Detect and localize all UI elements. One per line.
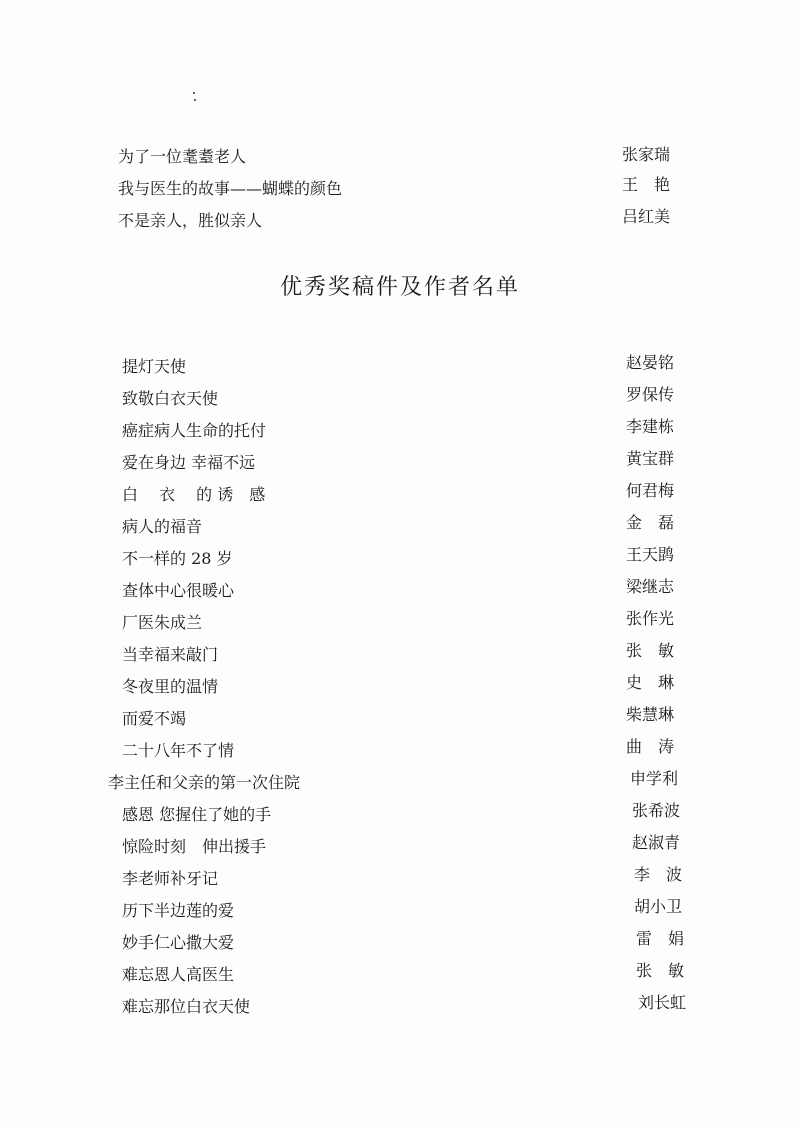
entry-title: 不是亲人，胜似亲人 — [118, 211, 263, 230]
entry-title: 厂医朱成兰 — [122, 613, 203, 632]
entry-title: 提灯天使 — [122, 357, 187, 376]
entry-author: 何君梅 — [626, 481, 675, 500]
entry-title: 癌症病人生命的托付 — [122, 421, 267, 440]
list-item — [0, 142, 800, 172]
list-item — [0, 704, 800, 734]
list-item — [0, 206, 800, 236]
entry-title: 而爱不竭 — [122, 709, 187, 728]
entry-author: 王天鹍 — [626, 545, 675, 564]
list-item — [0, 174, 800, 204]
list-item — [0, 896, 800, 926]
entry-author: 李 波 — [634, 865, 683, 884]
list-item — [0, 416, 800, 446]
entry-author: 黄宝群 — [626, 449, 675, 468]
entry-author: 申学利 — [630, 769, 679, 788]
list-item — [0, 736, 800, 766]
entry-author: 张家瑞 — [622, 145, 671, 164]
list-item — [0, 544, 800, 574]
list-item — [0, 672, 800, 702]
list-item — [0, 608, 800, 638]
scan-speck — [193, 92, 195, 94]
list-item — [0, 384, 800, 414]
entry-title: 历下半边莲的爱 — [122, 901, 235, 920]
list-item — [0, 800, 800, 830]
entry-author: 曲 涛 — [626, 737, 675, 756]
entry-title: 查体中心很暖心 — [122, 581, 235, 600]
entry-title: 病人的福音 — [122, 517, 203, 536]
entry-title: 惊险时刻 伸出援手 — [122, 837, 267, 856]
entry-author: 史 琳 — [626, 673, 675, 692]
entry-author: 王 艳 — [622, 175, 671, 194]
entry-title: 李主任和父亲的第一次住院 — [108, 773, 301, 792]
entry-author: 赵晏铭 — [626, 353, 675, 372]
list-item — [0, 352, 800, 382]
entry-title: 冬夜里的温情 — [122, 677, 219, 696]
list-item — [0, 960, 800, 990]
entry-title: 难忘那位白衣天使 — [122, 997, 251, 1016]
list-item — [0, 576, 800, 606]
entry-title: 不一样的 28 岁 — [122, 549, 233, 568]
entry-title: 感恩 您握住了她的手 — [122, 805, 272, 824]
entry-author: 吕红美 — [622, 207, 671, 226]
entry-title: 我与医生的故事——蝴蝶的颜色 — [118, 179, 343, 198]
list-item — [0, 448, 800, 478]
entry-title: 白 衣 的 诱 感 — [122, 485, 266, 504]
entry-title: 致敬白衣天使 — [122, 389, 219, 408]
entry-author: 赵淑青 — [632, 833, 681, 852]
entry-title: 难忘恩人高医生 — [122, 965, 235, 984]
entry-title: 李老师补牙记 — [122, 869, 219, 888]
list-item — [0, 640, 800, 670]
entry-author: 罗保传 — [626, 385, 675, 404]
entry-author: 梁继志 — [626, 577, 675, 596]
entry-author: 张 敏 — [626, 641, 675, 660]
list-item — [0, 480, 800, 510]
entry-author: 雷 娟 — [636, 929, 685, 948]
entry-author: 张 敏 — [636, 961, 685, 980]
list-item — [0, 768, 800, 798]
entry-title: 当幸福来敲门 — [122, 645, 219, 664]
list-item — [0, 928, 800, 958]
entry-author: 张希波 — [632, 801, 681, 820]
entry-author: 张作光 — [626, 609, 675, 628]
entry-title: 爱在身边 幸福不远 — [122, 453, 256, 472]
entry-author: 胡小卫 — [634, 897, 683, 916]
list-item — [0, 512, 800, 542]
entry-author: 刘长虹 — [638, 993, 687, 1012]
scan-speck — [194, 99, 196, 101]
entry-title: 二十八年不了情 — [122, 741, 235, 760]
entry-author: 金 磊 — [626, 513, 675, 532]
list-item — [0, 832, 800, 862]
entry-title: 妙手仁心撒大爱 — [122, 933, 235, 952]
section-title: 优秀奖稿件及作者名单 — [279, 275, 520, 300]
entry-author: 李建栋 — [626, 417, 675, 436]
list-item — [0, 864, 800, 894]
list-item — [0, 992, 800, 1022]
entry-title: 为了一位耄耋老人 — [118, 147, 247, 166]
entry-author: 柴慧琳 — [626, 705, 675, 724]
